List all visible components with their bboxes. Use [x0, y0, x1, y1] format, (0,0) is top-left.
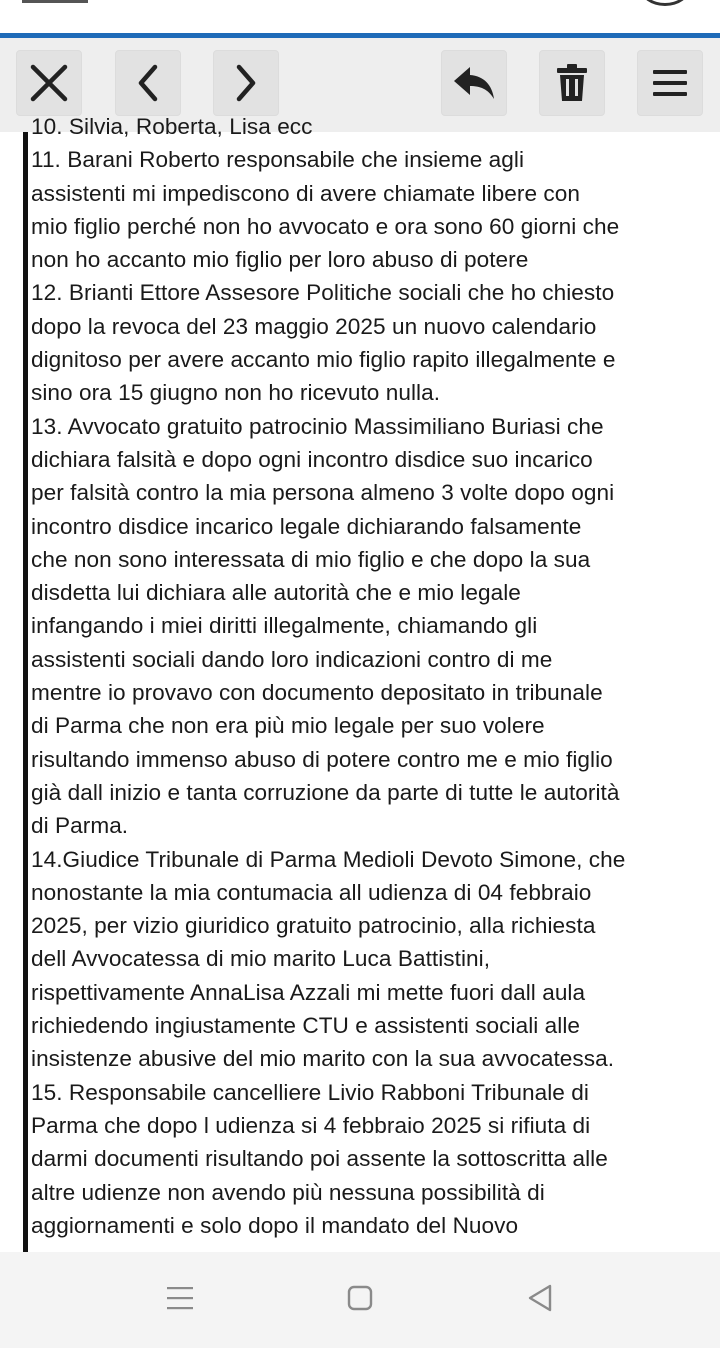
message-line: nonostante la mia contumacia all udienza di 04 febbraio — [31, 879, 592, 905]
back-button[interactable] — [518, 1278, 562, 1322]
message-line: 10. Silvia, Roberta, Lisa ecc — [31, 114, 313, 139]
status-dash — [22, 0, 88, 3]
chevron-right-icon — [231, 63, 261, 103]
message-line: rispettivamente AnnaLisa Azzali mi mette fuori dall aula — [31, 979, 586, 1005]
back-triangle-icon — [526, 1283, 554, 1318]
message-line: 11. Barani Roberto responsabile che insieme agli — [31, 147, 525, 173]
close-icon — [29, 63, 69, 103]
message-line: che non sono interessata di mio figlio e che dopo la sua — [31, 546, 591, 572]
message-line: 2025, per vizio giuridico gratuito patrocinio, alla richiesta — [31, 913, 596, 939]
reply-button[interactable] — [441, 50, 507, 116]
home-button[interactable] — [338, 1278, 382, 1322]
message-line: 12. Brianti Ettore Assesore Politiche sociali che ho chiesto — [31, 280, 615, 306]
message-line: altre udienze non avendo più nessuna possibilità di — [31, 1179, 545, 1205]
menu-button[interactable] — [637, 50, 703, 116]
system-nav-bar — [0, 1252, 720, 1348]
message-line: risultando immenso abuso di potere contro me e mio figlio — [31, 746, 613, 772]
chevron-left-icon — [133, 63, 163, 103]
message-line: non ho accanto mio figlio per loro abuso di potere — [31, 247, 529, 273]
menu-lines-icon — [166, 1285, 194, 1316]
previous-button[interactable] — [115, 50, 181, 116]
message-line: dopo la revoca del 23 maggio 2025 un nuovo calendario — [31, 313, 597, 339]
message-line: insistenze abusive del mio marito con la sua avvocatessa. — [31, 1046, 615, 1072]
message-line: mio figlio perché non ho avvocato e ora sono 60 giorni che — [31, 213, 620, 239]
status-avatar-edge — [640, 0, 690, 6]
message-text — [31, 110, 721, 1242]
message-line: Parma che dopo l udienza si 4 febbraio 2025 si rifiuta di — [31, 1112, 591, 1138]
home-square-icon — [346, 1284, 374, 1317]
message-line: 13. Avvocato gratuito patrocinio Massimiliano Buriasi che — [31, 413, 604, 439]
delete-button[interactable] — [539, 50, 605, 116]
message-line: sino ora 15 giugno non ho ricevuto nulla. — [31, 380, 441, 406]
message-line: incontro disdice incarico legale dichiarando falsamente — [31, 513, 582, 539]
message-line: dichiara falsità e dopo ogni incontro disdice suo incarico — [31, 446, 593, 472]
quote-bar — [23, 132, 28, 1252]
message-line: infangando i miei diritti illegalmente, chiamando gli — [31, 613, 538, 639]
message-line: aggiornamenti e solo dopo il mandato del Nuovo — [31, 1212, 519, 1238]
trash-icon — [554, 63, 590, 103]
recent-apps-button[interactable] — [158, 1278, 202, 1322]
status-strip — [0, 0, 720, 34]
menu-icon — [651, 67, 689, 99]
message-body[interactable] — [0, 114, 720, 1252]
message-line: di Parma. — [31, 813, 129, 839]
message-line: 15. Responsabile cancelliere Livio Rabboni Tribunale di — [31, 1079, 589, 1105]
message-line: mentre io provavo con documento depositato in tribunale — [31, 680, 603, 706]
next-button[interactable] — [213, 50, 279, 116]
message-line: già dall inizio e tanta corruzione da parte di tutte le autorità — [31, 779, 620, 805]
reply-icon — [452, 65, 496, 101]
message-line: 14.Giudice Tribunale di Parma Medioli Devoto Simone, che — [31, 846, 626, 872]
message-line: richiedendo ingiustamente CTU e assistenti sociali alle — [31, 1013, 581, 1039]
message-line: disdetta lui dichiara alle autorità che e mio legale — [31, 580, 521, 606]
close-button[interactable] — [16, 50, 82, 116]
message-line: per falsità contro la mia persona almeno 3 volte dopo ogni — [31, 480, 615, 506]
message-line: dignitoso per avere accanto mio figlio rapito illegalmente e — [31, 347, 616, 373]
message-line: assistenti sociali dando loro indicazioni contro di me — [31, 646, 553, 672]
message-line: darmi documenti risultando poi assente la sottoscritta alle — [31, 1146, 608, 1172]
message-line: assistenti mi impediscono di avere chiamate libere con — [31, 180, 580, 206]
message-line: dell Avvocatessa di mio marito Luca Battistini, — [31, 946, 491, 972]
message-line: di Parma che non era più mio legale per suo volere — [31, 713, 545, 739]
